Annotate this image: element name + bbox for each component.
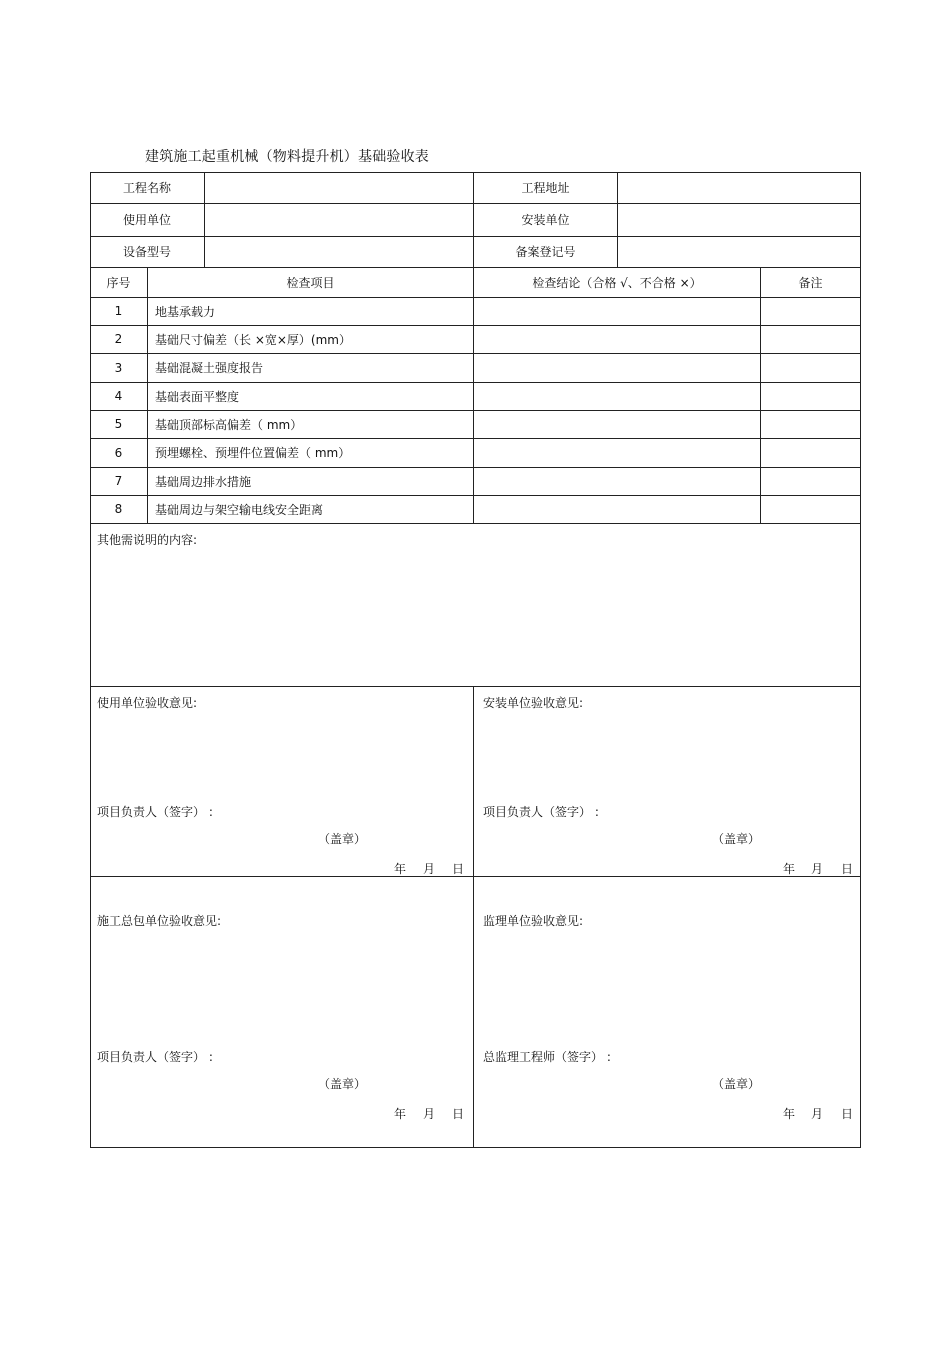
- user-date-month: 月: [423, 862, 436, 876]
- device-model-field[interactable]: [205, 236, 473, 267]
- installer-date-month: 月: [811, 862, 824, 876]
- item-name: 基础混凝土强度报告: [155, 361, 264, 375]
- item-name: 基础尺寸偏差（长 ×宽×厚）(mm）: [155, 332, 351, 347]
- header-conclusion: 检查结论（合格 √、不合格 ×）: [532, 275, 702, 290]
- item-conclusion-field[interactable]: [474, 325, 760, 353]
- supervisor-date-month: 月: [811, 1107, 824, 1121]
- contractor-date-day: 日: [452, 1107, 465, 1121]
- contractor-opinion-field[interactable]: [91, 935, 472, 1040]
- item-no: 4: [114, 389, 123, 403]
- other-notes-label: 其他需说明的内容:: [97, 533, 198, 547]
- installer-signer-label: 项目负责人（签字） :: [483, 805, 599, 819]
- device-model-label: 设备型号: [122, 245, 171, 259]
- item-name: 地基承载力: [155, 304, 216, 319]
- contractor-date-month: 月: [423, 1107, 436, 1121]
- item-remark-field[interactable]: [761, 297, 860, 325]
- install-unit-field[interactable]: [618, 203, 860, 236]
- item-name: 基础周边与架空输电线安全距离: [155, 502, 324, 517]
- item-name: 基础周边排水措施: [155, 474, 252, 489]
- installer-seal-label: （盖章）: [712, 832, 761, 846]
- item-conclusion-field[interactable]: [474, 353, 760, 382]
- item-conclusion-field[interactable]: [474, 438, 760, 467]
- item-name: 基础表面平整度: [155, 389, 240, 404]
- item-no: 2: [114, 332, 123, 346]
- supervisor-date-day: 日: [841, 1107, 854, 1121]
- supervisor-seal-label: （盖章）: [712, 1077, 761, 1091]
- item-conclusion-field[interactable]: [474, 382, 760, 410]
- project-address-field[interactable]: [618, 172, 860, 203]
- project-name-field[interactable]: [205, 172, 473, 203]
- item-conclusion-field[interactable]: [474, 495, 760, 523]
- project-name-label: 工程名称: [122, 181, 171, 195]
- user-date-year: 年: [394, 862, 407, 876]
- user-unit-field[interactable]: [205, 203, 473, 236]
- inspection-form: [90, 172, 861, 1148]
- item-remark-field[interactable]: [761, 353, 860, 382]
- user-signer-label: 项目负责人（签字） :: [97, 805, 213, 819]
- other-notes-field[interactable]: [91, 552, 859, 684]
- form-title: 建筑施工起重机械（物料提升机）基础验收表: [145, 149, 429, 165]
- user-seal-label: （盖章）: [318, 832, 367, 846]
- supervisor-opinion-label: 监理单位验收意见:: [483, 914, 584, 928]
- installer-date-year: 年: [783, 862, 796, 876]
- item-remark-field[interactable]: [761, 467, 860, 495]
- install-unit-label: 安装单位: [521, 213, 570, 227]
- registration-no-label: 备案登记号: [515, 245, 576, 259]
- item-conclusion-field[interactable]: [474, 467, 760, 495]
- item-no: 1: [114, 304, 123, 318]
- user-date-day: 日: [452, 862, 465, 876]
- item-name: 预埋螺栓、预埋件位置偏差（ mm）: [155, 446, 351, 460]
- item-remark-field[interactable]: [761, 325, 860, 353]
- contractor-seal-label: （盖章）: [318, 1077, 367, 1091]
- item-remark-field[interactable]: [761, 495, 860, 523]
- supervisor-date-year: 年: [783, 1107, 796, 1121]
- supervisor-signer-label: 总监理工程师（签字） :: [483, 1050, 611, 1064]
- item-no: 8: [114, 502, 123, 516]
- contractor-date-year: 年: [394, 1107, 407, 1121]
- item-name: 基础顶部标高偏差（ mm）: [155, 417, 303, 432]
- project-address-label: 工程地址: [521, 181, 570, 195]
- user-opinion-field[interactable]: [91, 717, 472, 797]
- header-remark: 备注: [798, 275, 823, 290]
- installer-date-day: 日: [841, 862, 854, 876]
- item-conclusion-field[interactable]: [474, 410, 760, 438]
- installer-opinion-field[interactable]: [475, 717, 859, 797]
- header-item: 检查项目: [286, 275, 335, 290]
- item-remark-field[interactable]: [761, 382, 860, 410]
- supervisor-opinion-field[interactable]: [475, 935, 859, 1040]
- item-no: 5: [114, 417, 123, 431]
- user-opinion-label: 使用单位验收意见:: [97, 696, 198, 710]
- item-no: 3: [114, 360, 123, 375]
- item-remark-field[interactable]: [761, 438, 860, 467]
- contractor-signer-label: 项目负责人（签字） :: [97, 1050, 213, 1064]
- item-no: 7: [114, 474, 123, 488]
- contractor-opinion-label: 施工总包单位验收意见:: [97, 914, 222, 928]
- item-conclusion-field[interactable]: [474, 297, 760, 325]
- registration-no-field[interactable]: [618, 236, 860, 267]
- user-unit-label: 使用单位: [122, 213, 171, 227]
- item-no: 6: [114, 445, 123, 460]
- installer-opinion-label: 安装单位验收意见:: [483, 696, 584, 710]
- item-remark-field[interactable]: [761, 410, 860, 438]
- header-seq: 序号: [106, 275, 131, 290]
